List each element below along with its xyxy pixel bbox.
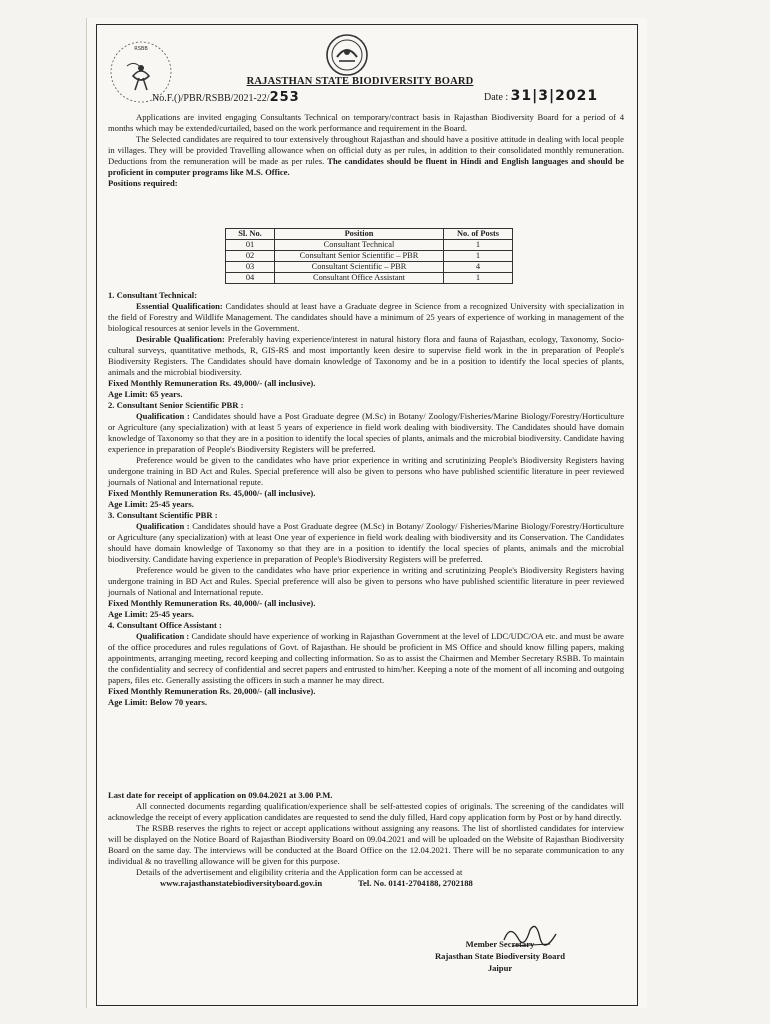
table-cell: Consultant Technical <box>275 240 444 251</box>
table-header-row <box>226 229 513 240</box>
section-4-remuneration: Fixed Monthly Remuneration Rs. 20,000/- (all inclusive). <box>108 686 316 696</box>
intro-section <box>108 112 624 189</box>
closing-section <box>108 790 624 889</box>
essential-label: Essential Qualification: <box>136 301 223 311</box>
table-cell: 1 <box>444 251 513 262</box>
essential-text: Candidates should at least have a Graduate degree in Science from a recognized University with specialization in the field of Forestry and Wildlife Management. The candidates should have a minimum of 25 years of experience of working in management of the biological resources at senior levels in the Government. <box>108 301 624 333</box>
closing-paragraph-3: Details of the advertisement and eligibility criteria and the Application form can be accessed at <box>136 867 463 877</box>
table-cell: Consultant Office Assistant <box>275 273 444 284</box>
positions-table <box>225 228 513 284</box>
qualification-text: Candidate should have experience of working in Rajasthan Government at the level of LDC/UDC/OA etc. and must be aware of the office procedures and rules regulations of Govt. of Rajasthan. He should be proficient in MS Office and should know filling papers, making appointments, arranging meeting, record keeping and collecting information. So as to assist the Chairmen and Member Secretary RSBB. To maintain the confidentiality and secrecy of confidential and secret papers and entrusted to him/her. Keeping a note of the moment of all incoming and outgoing papers, files etc. Generally assisting the officers in such a manner he may direct. <box>108 631 625 685</box>
table-cell: 03 <box>226 262 275 273</box>
section-1-age-limit: Age Limit: 65 years. <box>108 389 183 399</box>
section-3-age-limit: Age Limit: 25-45 years. <box>108 609 194 619</box>
table-cell: 01 <box>226 240 275 251</box>
intro-paragraph-1: Applications are invited engaging Consultants Technical on temporary/contract basis in Rajasthan Biodiversity Board for a period of 4 months which may be extended/curtailed, based on the work performance and requirement in the Board. <box>108 112 624 133</box>
table-header: Position <box>275 229 444 240</box>
table-header: No. of Posts <box>444 229 513 240</box>
table-cell: Consultant Senior Scientific – PBR <box>275 251 444 262</box>
qualification-text: Candidates should have a Post Graduate degree (M.Sc) in Botany/ Zoology/Fisheries/Marine Biology/Forestry/Horticulture or Agriculture (any specialization) with at least 5 years of experience in field work dealing with biodiversity. The Candidates should have domain knowledge of Taxonomy so that they are in a position to identify the local species of plants, animals and the microbial biodiversity. Candidate having experience in preparation of People's Biodiversity Registers will be preferred. <box>108 411 625 454</box>
section-consultant-technical <box>108 290 624 708</box>
section-2-heading: 2. Consultant Senior Scientific PBR : <box>108 400 244 410</box>
positions-required-heading: Positions required: <box>108 178 178 188</box>
table-row <box>226 240 513 251</box>
signatory-title: Member Secretary <box>465 939 535 949</box>
section-3-preference: Preference would be given to the candidates who have prior experience in writing and scrutinizing People's Biodiversity Registers having undergone training in BD Act and Rules. Special preference will also be given to persons who have published scientific literature in peer reviewed journals of National and International repute. <box>108 565 624 597</box>
svg-text:RSBB: RSBB <box>134 46 148 52</box>
table-row <box>226 273 513 284</box>
intro-paragraph-2-text: The Selected candidates are required to tour extensively throughout Rajasthan and should have a positive attitude in dealing with local people in villages. They will be provided Travelling allowance when on official duty as per rules, in addition to their consolidated monthly remuneration. Deductions from the remuneration will be made as per rules. <box>108 134 624 166</box>
telephone-numbers: Tel. No. 0141-2704188, 2702188 <box>358 878 473 888</box>
table-cell: 1 <box>444 240 513 251</box>
section-4-heading: 4. Consultant Office Assistant : <box>108 620 222 630</box>
section-1-essential <box>108 301 624 334</box>
qualification-text: Candidates should have a Post Graduate degree (M.Sc) in Botany/ Zoology/ Fisheries/Marine Biology/Forestry/Horticulture or Agriculture (any specialization) with at least One year of experience in field work dealing with biodiversity and its Conservation. The Candidates should have domain knowledge of Taxonomy so that they are in a position to identify the local species of plants, animals and the microbial biodiversity. Candidate having experience in preparation of People's Biodiversity Registers will be preferred. <box>108 521 624 564</box>
reference-number <box>152 90 300 105</box>
section-2-age-limit: Age Limit: 25-45 years. <box>108 499 194 509</box>
government-emblem-icon <box>325 33 369 77</box>
qualification-label: Qualification : <box>136 521 190 531</box>
table-cell: Consultant Scientific – PBR <box>275 262 444 273</box>
signatory-organization: Rajasthan State Biodiversity Board <box>434 951 566 961</box>
intro-paragraph-2-bold: The candidates should be fluent in Hindi and English languages and should be proficient in computer programs like M.S. Office. <box>108 156 624 177</box>
table-cell: 4 <box>444 262 513 273</box>
document-date <box>484 88 598 104</box>
intro-paragraph-2 <box>108 134 624 178</box>
qualification-label: Qualification : <box>136 631 190 641</box>
board-title: RAJASTHAN STATE BIODIVERSITY BOARD <box>246 76 474 87</box>
date-handwritten: 31|3|2021 <box>510 88 599 104</box>
table-row <box>226 251 513 262</box>
reference-handwritten-number: 253 <box>269 90 300 105</box>
section-1-remuneration: Fixed Monthly Remuneration Rs. 49,000/- (all inclusive). <box>108 378 316 388</box>
table-header: Sl. No. <box>226 229 275 240</box>
table-row <box>226 262 513 273</box>
section-2-remuneration: Fixed Monthly Remuneration Rs. 45,000/- (all inclusive). <box>108 488 316 498</box>
section-3-remuneration: Fixed Monthly Remuneration Rs. 40,000/- (all inclusive). <box>108 598 316 608</box>
date-label: Date : <box>484 92 509 103</box>
qualification-label: Qualification : <box>136 411 190 421</box>
reference-prefix: No.F.()/PBR/RSBB/2021-22/ <box>152 93 270 104</box>
contact-line <box>160 878 624 889</box>
section-4-age-limit: Age Limit: Below 70 years. <box>108 697 208 707</box>
section-2-preference: Preference would be given to the candidates who have prior experience in writing and scrutinizing People's Biodiversity Registers having undergone training in BD Act and Rules. Special preference will also be given to persons who have published scientific literature in peer reviewed journals of National and International repute. <box>108 455 624 487</box>
desirable-text: Preferably having experience/interest in natural history flora and fauna of Rajasthan, ecology, Taxonomy, Socio-cultural surveys, quantitative methods, R, GIS-RS and most importantly keen desire to supervise field work in the in preparation of People's Biodiversity Registers. The Candidates should have domain knowledge of Taxonomy and be in a position to identify the local species of plants, animals and the microbial biodiversity. <box>108 334 624 377</box>
signature-block <box>410 938 590 974</box>
table-cell: 1 <box>444 273 513 284</box>
desirable-label: Desirable Qualification: <box>136 334 225 344</box>
section-2-qualification <box>108 411 624 455</box>
section-1-heading: 1. Consultant Technical: <box>108 290 198 300</box>
closing-paragraph-2: The RSBB reserves the rights to reject or accept applications without assigning any reasons. The list of shortlisted candidates for interview will be displayed on the Notice Board of Rajasthan Biodiversity Board on 09.04.2021 and will be uploaded on the Website of Rajasthan Biodiversity Board on the same day. The interviews will be conducted at the Board Office on the 12.04.2021. There will be no separate communication to any individual & no travelling allowance will be given for this purpose. <box>108 823 624 866</box>
section-3-qualification <box>108 521 624 565</box>
table-cell: 02 <box>226 251 275 262</box>
last-date-notice: Last date for receipt of application on 09.04.2021 at 3.00 P.M. <box>108 790 333 800</box>
signatory-city: Jaipur <box>487 963 513 973</box>
table-cell: 04 <box>226 273 275 284</box>
section-4-qualification <box>108 631 624 686</box>
closing-paragraph-1: All connected documents regarding qualification/experience shall be self-attested copies of originals. The screening of the candidates will acknowledge the receipt of every application candidates are requested to send the duly filled, Hard copy application form by Post or by hand directly. <box>108 801 624 822</box>
section-1-desirable <box>108 334 624 378</box>
section-3-heading: 3. Consultant Scientific PBR : <box>108 510 218 520</box>
website-link[interactable]: www.rajasthanstatebiodiversityboard.gov.in <box>160 878 323 888</box>
